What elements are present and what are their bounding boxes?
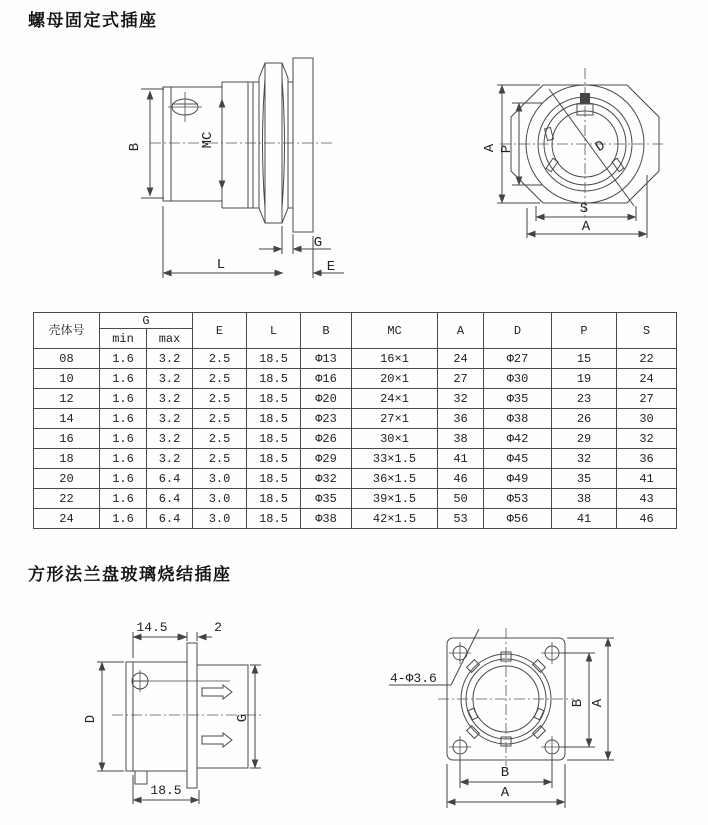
- table-cell: 27: [617, 389, 677, 409]
- table-row: [34, 369, 677, 389]
- table-cell: 3.2: [147, 409, 193, 429]
- dim-label-B: B: [127, 142, 143, 152]
- table-cell: 53: [438, 509, 484, 529]
- dim-label-MC: MC: [200, 131, 216, 149]
- table-cell: Φ38: [301, 509, 352, 529]
- table-row: [34, 349, 677, 369]
- table-cell: 2.5: [193, 389, 247, 409]
- col-header-A: A: [438, 313, 484, 349]
- table-cell: 2.5: [193, 429, 247, 449]
- table-cell: 18.5: [247, 369, 301, 389]
- table-cell: 1.6: [100, 409, 147, 429]
- table-cell: 41: [617, 469, 677, 489]
- col-header-max: max: [147, 329, 193, 349]
- col-header-G: G: [100, 313, 193, 329]
- table-cell: Φ53: [484, 489, 552, 509]
- dim-label-D: D: [592, 137, 609, 156]
- table-cell: 3.0: [193, 469, 247, 489]
- table-cell: Φ32: [301, 469, 352, 489]
- table-cell: 24: [617, 369, 677, 389]
- table-cell: 46: [617, 509, 677, 529]
- table-cell: 15: [552, 349, 617, 369]
- table-cell: 2.5: [193, 369, 247, 389]
- table-cell: 14: [34, 409, 100, 429]
- table-cell: Φ30: [484, 369, 552, 389]
- table-cell: Φ23: [301, 409, 352, 429]
- table-cell: 10: [34, 369, 100, 389]
- col-header-shell: 壳体号: [34, 313, 100, 349]
- table-cell: 3.0: [193, 489, 247, 509]
- dim-label-A-right: A: [590, 698, 606, 708]
- table-cell: 2.5: [193, 449, 247, 469]
- table-cell: 12: [34, 389, 100, 409]
- table-cell: 1.6: [100, 369, 147, 389]
- table-cell: 1.6: [100, 389, 147, 409]
- dim-label-A-bottom: A: [500, 785, 510, 801]
- table-cell: 19: [552, 369, 617, 389]
- dim-label-D: D: [83, 714, 99, 724]
- table-cell: 29: [552, 429, 617, 449]
- table-row: [34, 509, 677, 529]
- screw-detail: [168, 92, 202, 122]
- table-cell: 18.5: [247, 449, 301, 469]
- table-cell: Φ13: [301, 349, 352, 369]
- table-cell: 36×1.5: [352, 469, 438, 489]
- table-cell: 32: [552, 449, 617, 469]
- diagonal-line: [549, 89, 634, 206]
- table-cell: 27: [438, 369, 484, 389]
- table-cell: 35: [552, 469, 617, 489]
- table-cell: 50: [438, 489, 484, 509]
- col-header-MC: MC: [352, 313, 438, 349]
- table-cell: 24×1: [352, 389, 438, 409]
- screw-detail: [132, 670, 230, 692]
- table-cell: 1.6: [100, 349, 147, 369]
- table-cell: Φ35: [301, 489, 352, 509]
- table-cell: 39×1.5: [352, 489, 438, 509]
- dimension-lines: [497, 85, 647, 238]
- table-cell: 42×1.5: [352, 509, 438, 529]
- table-row: [34, 429, 677, 449]
- table-cell: Φ27: [484, 349, 552, 369]
- table-cell: 3.2: [147, 349, 193, 369]
- section1-title: 螺母固定式插座: [28, 11, 158, 31]
- table-cell: Φ38: [484, 409, 552, 429]
- connector-body-outline: [126, 643, 248, 788]
- dim-label-E: E: [326, 259, 336, 275]
- table-cell: 3.2: [147, 389, 193, 409]
- table-row: [34, 409, 677, 429]
- flange-socket-front-view-drawing: [380, 608, 625, 823]
- contact-pins: [202, 685, 232, 747]
- dim-label-14-5: 14.5: [136, 620, 168, 635]
- table-cell: 43: [617, 489, 677, 509]
- spec-table-header: [34, 313, 677, 349]
- table-cell: 6.4: [147, 509, 193, 529]
- dim-label-18-5: 18.5: [150, 783, 182, 798]
- table-cell: 1.6: [100, 489, 147, 509]
- table-cell: 41: [438, 449, 484, 469]
- table-cell: Φ56: [484, 509, 552, 529]
- table-cell: 1.6: [100, 509, 147, 529]
- table-cell: 3.0: [193, 509, 247, 529]
- table-cell: 18.5: [247, 349, 301, 369]
- dim-label-A-bottom: A: [581, 219, 591, 235]
- table-cell: 22: [617, 349, 677, 369]
- col-header-P: P: [552, 313, 617, 349]
- table-cell: 1.6: [100, 449, 147, 469]
- table-cell: Φ26: [301, 429, 352, 449]
- table-cell: 46: [438, 469, 484, 489]
- table-cell: 24: [34, 509, 100, 529]
- table-cell: 24: [438, 349, 484, 369]
- table-cell: 18.5: [247, 509, 301, 529]
- dim-label-A-left: A: [482, 143, 498, 153]
- table-cell: 33×1.5: [352, 449, 438, 469]
- spec-table: [33, 312, 677, 529]
- col-header-E: E: [193, 313, 247, 349]
- dim-label-L: L: [216, 257, 226, 273]
- connector-body-outline: [163, 82, 293, 208]
- nut-socket-side-view-drawing: [95, 45, 350, 295]
- table-cell: 2.5: [193, 409, 247, 429]
- table-cell: 3.2: [147, 369, 193, 389]
- nut-socket-front-view-drawing: [465, 50, 700, 250]
- table-row: [34, 489, 677, 509]
- table-row: [34, 449, 677, 469]
- flange-socket-side-view-drawing: [80, 605, 295, 820]
- table-cell: 32: [438, 389, 484, 409]
- table-cell: 1.6: [100, 469, 147, 489]
- table-cell: 32: [617, 429, 677, 449]
- col-header-L: L: [247, 313, 301, 349]
- dim-label-G: G: [235, 713, 251, 723]
- table-cell: 26: [552, 409, 617, 429]
- table-cell: Φ49: [484, 469, 552, 489]
- table-cell: 16×1: [352, 349, 438, 369]
- table-cell: 18.5: [247, 489, 301, 509]
- table-cell: 20: [34, 469, 100, 489]
- dim-label-P: P: [499, 144, 515, 154]
- table-cell: 18.5: [247, 389, 301, 409]
- dimension-lines: [447, 638, 614, 808]
- col-header-D: D: [484, 313, 552, 349]
- table-cell: 3.2: [147, 429, 193, 449]
- table-cell: 38: [438, 429, 484, 449]
- table-cell: Φ20: [301, 389, 352, 409]
- table-cell: 22: [34, 489, 100, 509]
- table-cell: 08: [34, 349, 100, 369]
- table-cell: 2.5: [193, 349, 247, 369]
- table-cell: 41: [552, 509, 617, 529]
- col-header-min: min: [100, 329, 147, 349]
- table-cell: 30×1: [352, 429, 438, 449]
- table-cell: 3.2: [147, 449, 193, 469]
- table-cell: 38: [552, 489, 617, 509]
- dim-label-S: S: [579, 201, 589, 217]
- dim-label-G: G: [313, 235, 323, 251]
- table-cell: Φ29: [301, 449, 352, 469]
- table-row: [34, 389, 677, 409]
- table-cell: Φ42: [484, 429, 552, 449]
- hole-callout-label: 4-Φ3.6: [390, 671, 437, 686]
- dim-label-B-right: B: [570, 698, 586, 708]
- col-header-S: S: [617, 313, 677, 349]
- table-cell: 18.5: [247, 469, 301, 489]
- table-cell: 16: [34, 429, 100, 449]
- spec-table-body: [34, 349, 677, 529]
- table-cell: 36: [617, 449, 677, 469]
- table-row: [34, 469, 677, 489]
- table-cell: 6.4: [147, 469, 193, 489]
- table-cell: 6.4: [147, 489, 193, 509]
- table-cell: 23: [552, 389, 617, 409]
- table-cell: 18.5: [247, 429, 301, 449]
- table-cell: 20×1: [352, 369, 438, 389]
- dim-label-2: 2: [214, 620, 222, 635]
- table-cell: Φ16: [301, 369, 352, 389]
- table-cell: 18: [34, 449, 100, 469]
- table-cell: 30: [617, 409, 677, 429]
- table-cell: 1.6: [100, 429, 147, 449]
- table-cell: 27×1: [352, 409, 438, 429]
- table-cell: Φ35: [484, 389, 552, 409]
- dim-label-B-bottom: B: [500, 765, 510, 781]
- mounting-flange-side: [293, 58, 313, 232]
- table-cell: 18.5: [247, 409, 301, 429]
- col-header-B: B: [301, 313, 352, 349]
- table-cell: Φ45: [484, 449, 552, 469]
- table-cell: 36: [438, 409, 484, 429]
- section2-title: 方形法兰盘玻璃烧结插座: [28, 565, 232, 585]
